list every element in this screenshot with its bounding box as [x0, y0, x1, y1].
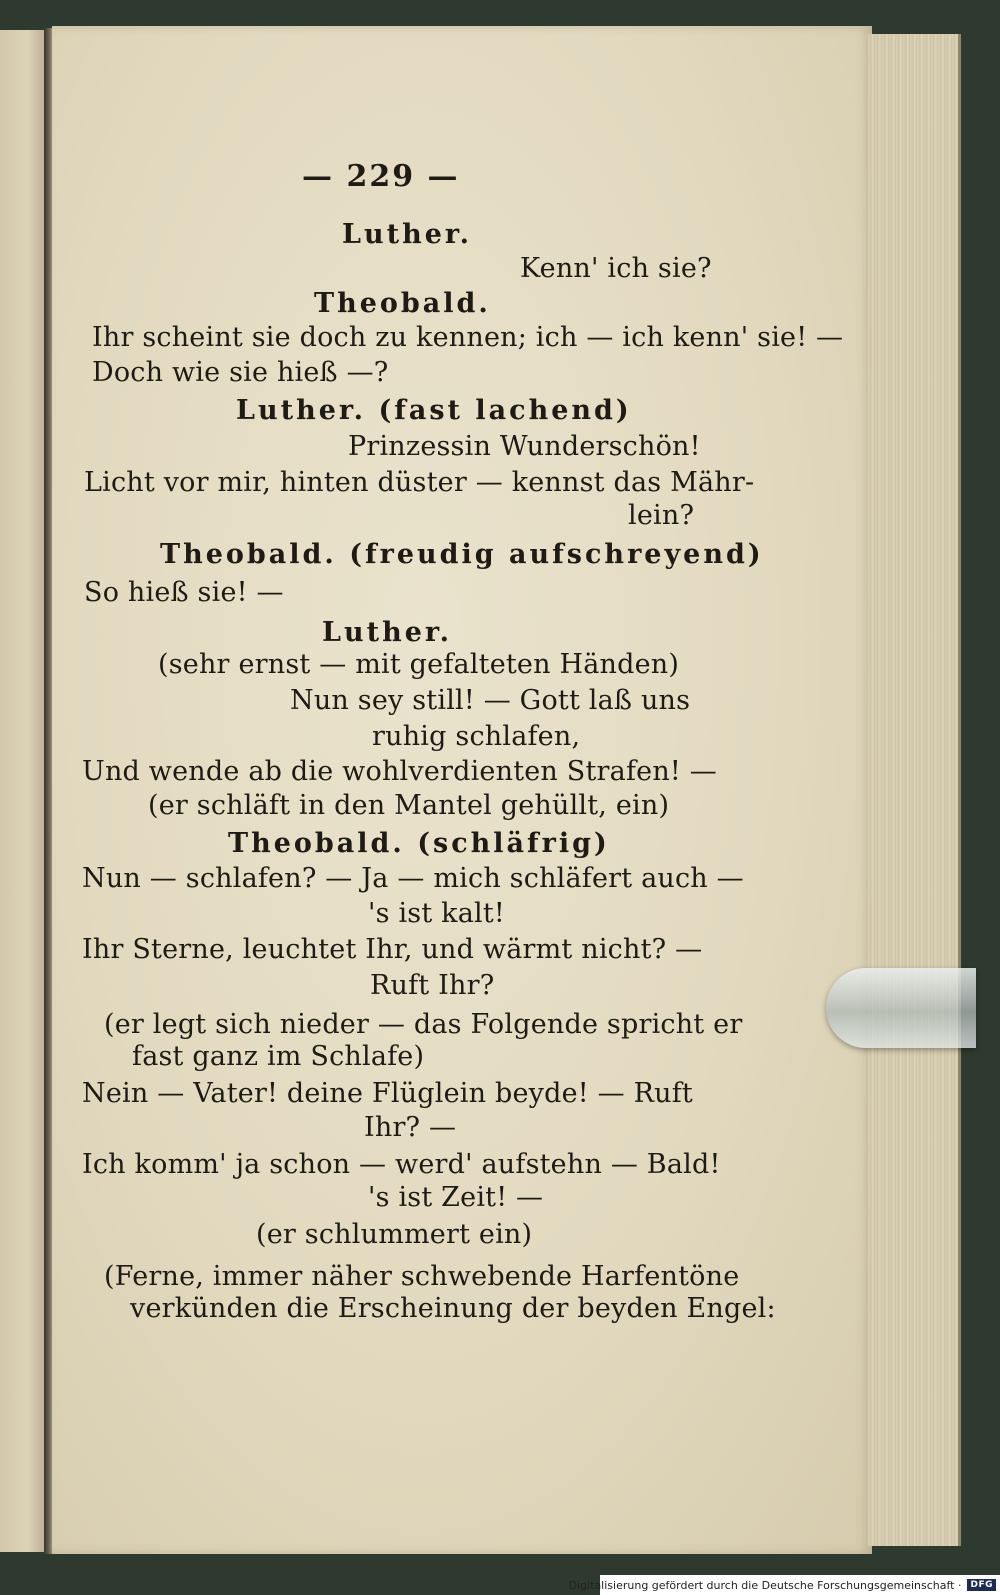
verse-line: 's ist kalt!: [368, 898, 505, 929]
dfg-logo: DFG: [967, 1579, 996, 1591]
speaker-luther: Luther.: [322, 617, 453, 648]
stage-direction: (Ferne, immer näher schwebende Harfentöne: [104, 1261, 740, 1292]
verse-line: Doch wie sie hieß —?: [92, 357, 389, 388]
stage-direction: verkünden die Erscheinung der beyden Engel:: [130, 1293, 776, 1324]
stage-direction: (sehr ernst — mit gefalteten Händen): [158, 649, 680, 680]
verse-line: lein?: [628, 500, 695, 531]
verse-line: ruhig schlafen,: [372, 721, 581, 752]
verse-line: So hieß sie! —: [84, 577, 284, 608]
verse-line: Kenn' ich sie?: [520, 253, 712, 284]
stage-direction: (er schläft in den Mantel gehüllt, ein): [148, 790, 670, 821]
speaker-luther: Luther.: [342, 219, 473, 250]
verse-line: Und wende ab die wohlverdienten Strafen! —: [82, 756, 717, 787]
stage-direction: (er legt sich nieder — das Folgende spricht er: [104, 1009, 743, 1040]
funding-note: Digitalisierung gefördert durch die Deutsche Forschungsgemeinschaft ·: [568, 1578, 962, 1592]
verse-line: Licht vor mir, hinten düster — kennst das Mähr-: [84, 467, 755, 498]
verse-line: Prinzessin Wunderschön!: [348, 431, 701, 462]
speaker-theobald: Theobald. (schläfrig): [228, 828, 610, 859]
verse-line: Nun sey still! — Gott laß uns: [290, 685, 691, 716]
footer-bar: [568, 1575, 1000, 1595]
stage-direction: fast ganz im Schlafe): [132, 1041, 425, 1072]
verse-line: Ihr? —: [364, 1112, 457, 1143]
verse-line: Ihr scheint sie doch zu kennen; ich — ich kenn' sie! —: [92, 322, 844, 353]
speaker-luther: Luther. (fast lachend): [236, 395, 632, 426]
speaker-theobald: Theobald.: [314, 288, 491, 319]
speaker-theobald: Theobald. (freudig aufschreyend): [160, 539, 764, 570]
verse-line: Nun — schlafen? — Ja — mich schläfert auch —: [82, 863, 744, 894]
page-number: — 229 —: [302, 159, 460, 194]
verse-line: Ruft Ihr?: [370, 970, 495, 1001]
verse-line: Ihr Sterne, leuchtet Ihr, und wärmt nicht? —: [82, 934, 703, 965]
verse-line: Nein — Vater! deine Flüglein beyde! — Ruft: [82, 1078, 693, 1109]
stage-direction: (er schlummert ein): [256, 1219, 533, 1250]
verse-line: 's ist Zeit! —: [368, 1182, 544, 1213]
verse-line: Ich komm' ja schon — werd' aufstehn — Bald!: [82, 1149, 721, 1180]
